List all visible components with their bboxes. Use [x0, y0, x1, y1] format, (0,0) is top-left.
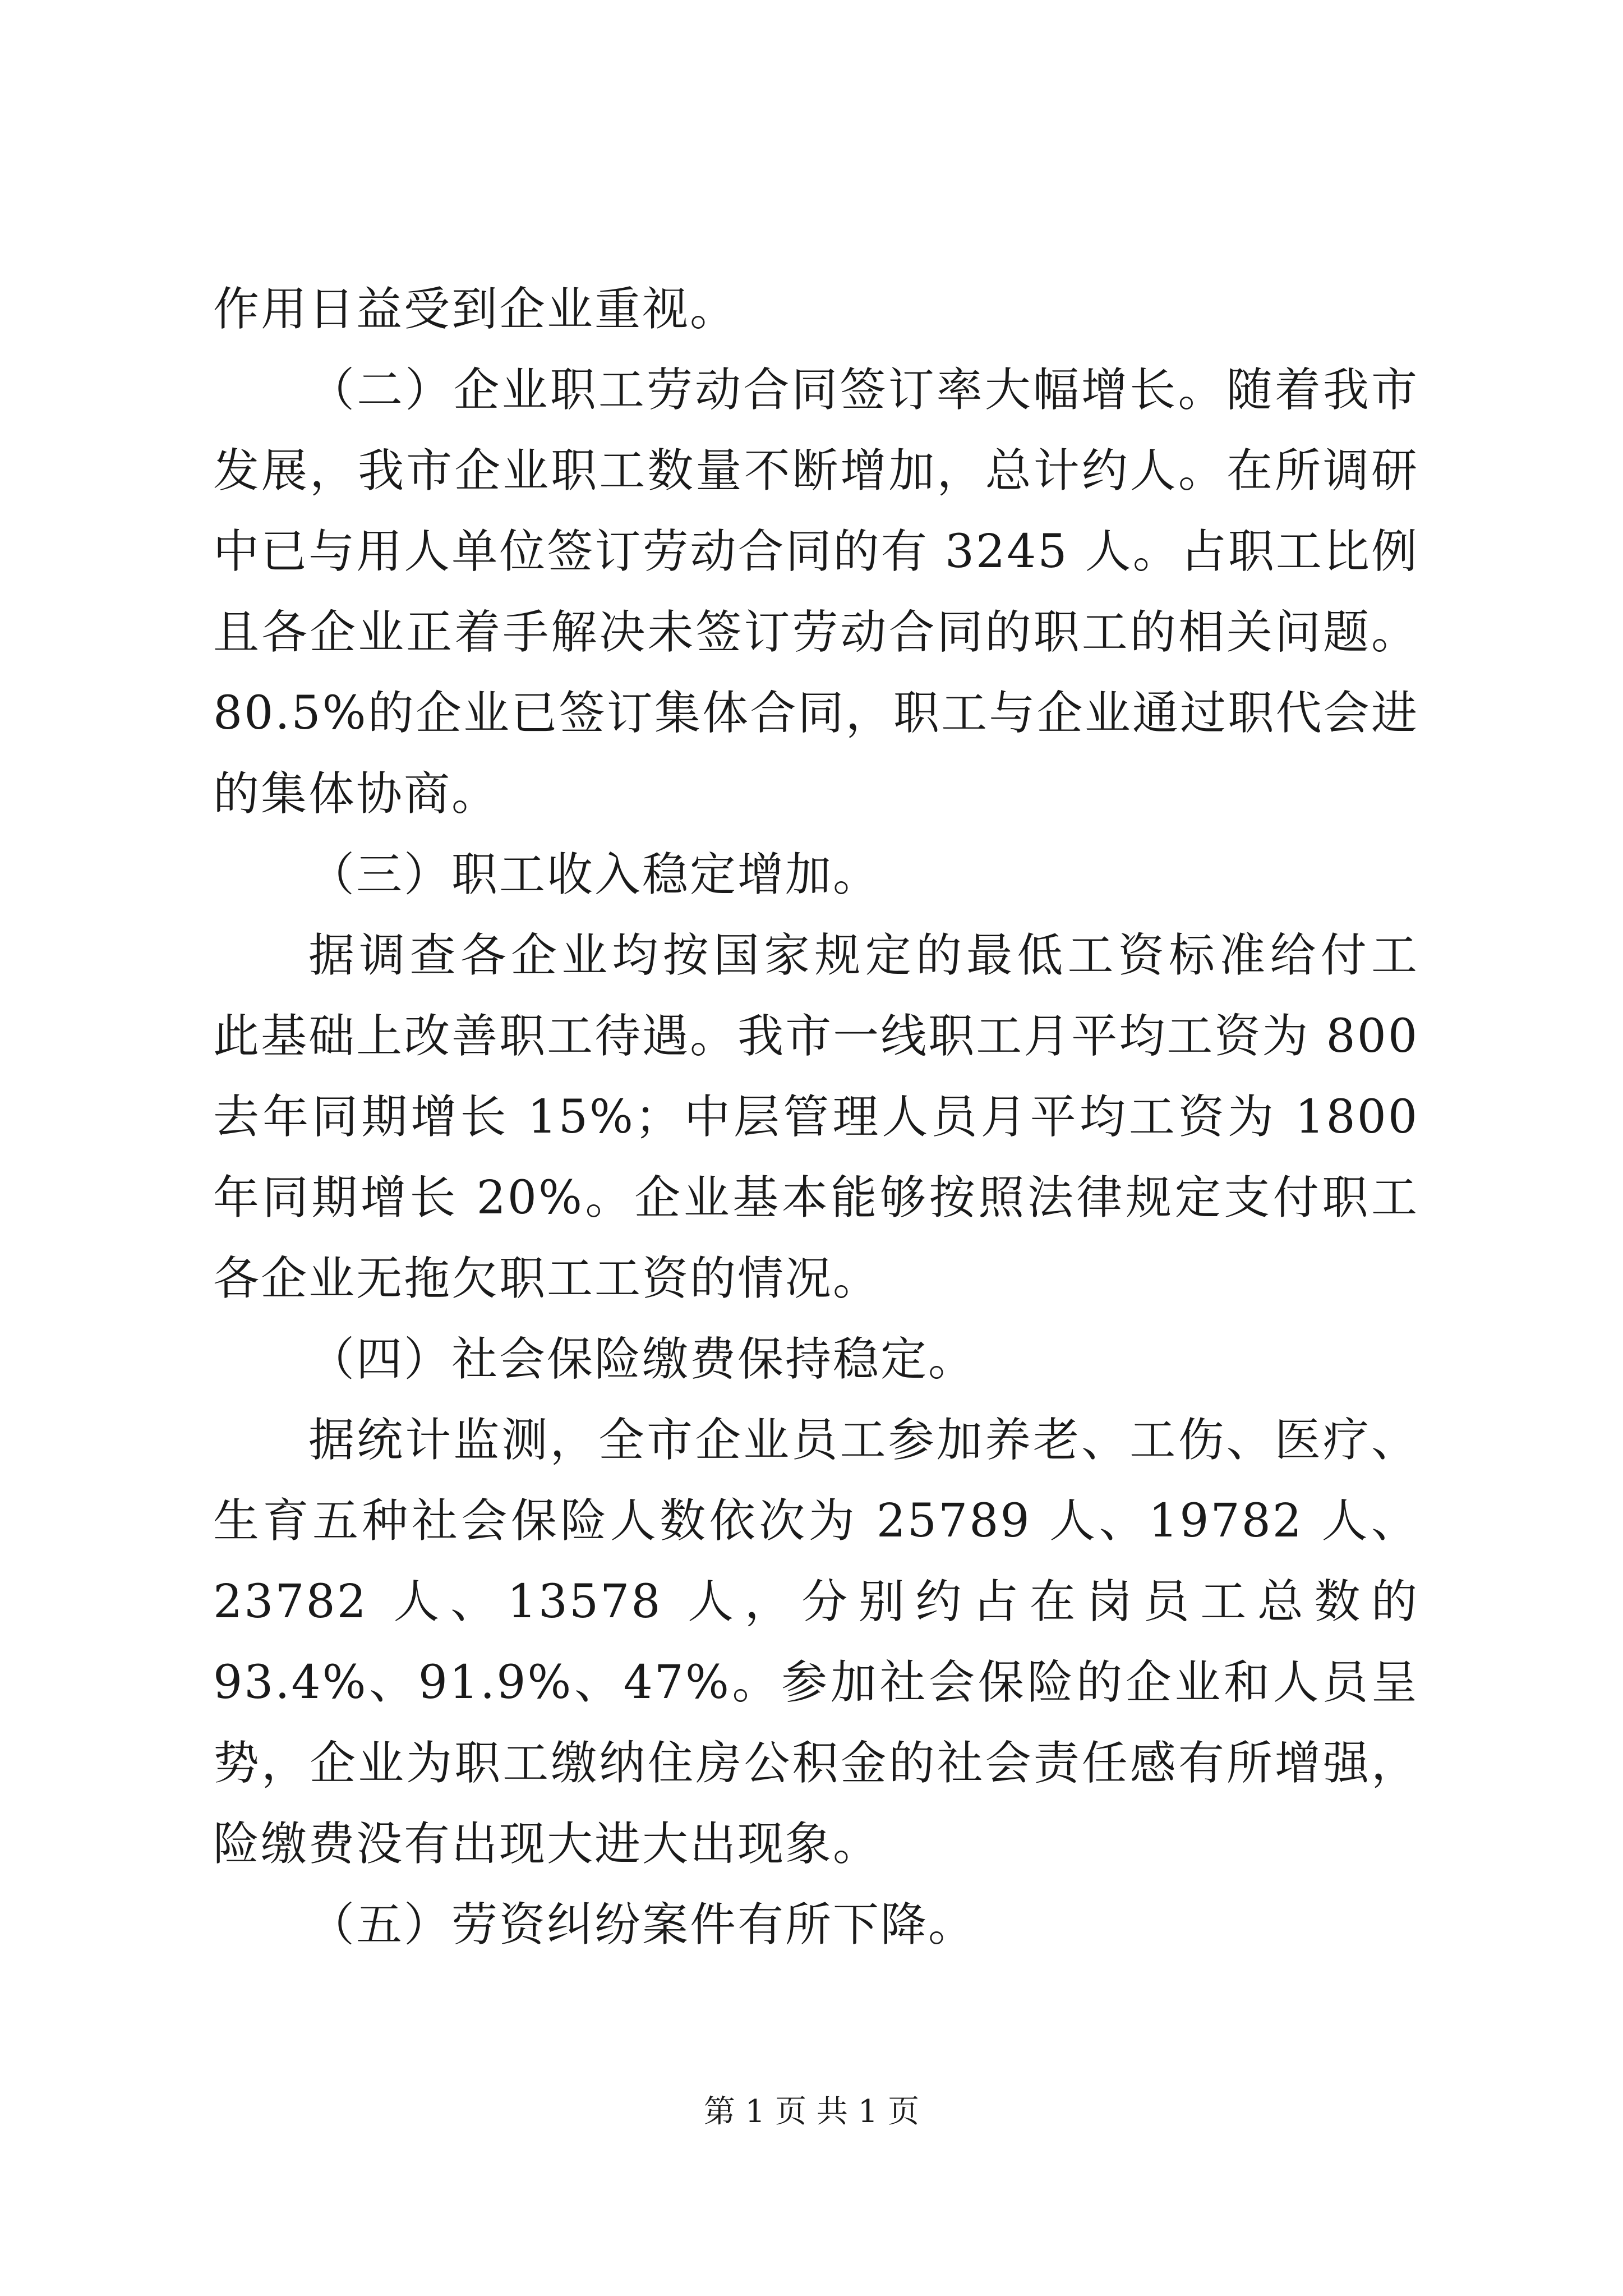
text-line: 据统计监测，全市企业员工参加养老、工伤、医疗、	[308, 1414, 1419, 1467]
text-line: 作用日益受到企业重视。	[213, 283, 738, 336]
text-line: 23782 人、13578 人，分别约占在岗员工总数的	[213, 1575, 1419, 1628]
section-heading: （五）劳资纠纷案件有所下降。	[308, 1898, 976, 1952]
page-footer: 第 1 页 共 1 页	[703, 2093, 920, 2130]
document-body	[213, 269, 1419, 1966]
section-heading: （二）企业职工劳动合同签订率大幅增长。随着我市	[308, 364, 1419, 417]
text-line: 险缴费没有出现大进大出现象。	[213, 1818, 881, 1871]
text-line: 据调查各企业均按国家规定的最低工资标准给付工	[308, 929, 1419, 982]
text-line: 年同期增长 20%。企业基本能够按照法律规定支付职工	[213, 1171, 1419, 1225]
text-line: 的集体协商。	[213, 767, 500, 821]
text-line: 中已与用人单位签订劳动合同的有 3245 人。占职工比例	[213, 525, 1419, 578]
text-line: 80.5%的企业已签订集体合同，职工与企业通过职代会进	[213, 687, 1419, 740]
section-heading: （三）职工收入稳定增加。	[308, 848, 881, 901]
text-line: 发展，我市企业职工数量不断增加，总计约人。在所调研	[213, 444, 1419, 498]
text-line: 此基础上改善职工待遇。我市一线职工月平均工资为 800	[213, 1010, 1419, 1063]
text-line: 各企业无拖欠职工工资的情况。	[213, 1252, 881, 1305]
text-line: 93.4%、91.9%、47%。参加社会保险的企业和人员呈	[213, 1656, 1419, 1709]
text-line: 生育五种社会保险人数依次为 25789 人、19782 人、	[213, 1494, 1419, 1548]
section-heading: （四）社会保险缴费保持稳定。	[308, 1333, 976, 1386]
text-line: 势，企业为职工缴纳住房公积金的社会责任感有所增强，	[213, 1737, 1419, 1790]
text-line: 去年同期增长 15%；中层管理人员月平均工资为 1800	[213, 1091, 1419, 1144]
text-line: 且各企业正着手解决未签订劳动合同的职工的相关问题。	[213, 606, 1419, 659]
